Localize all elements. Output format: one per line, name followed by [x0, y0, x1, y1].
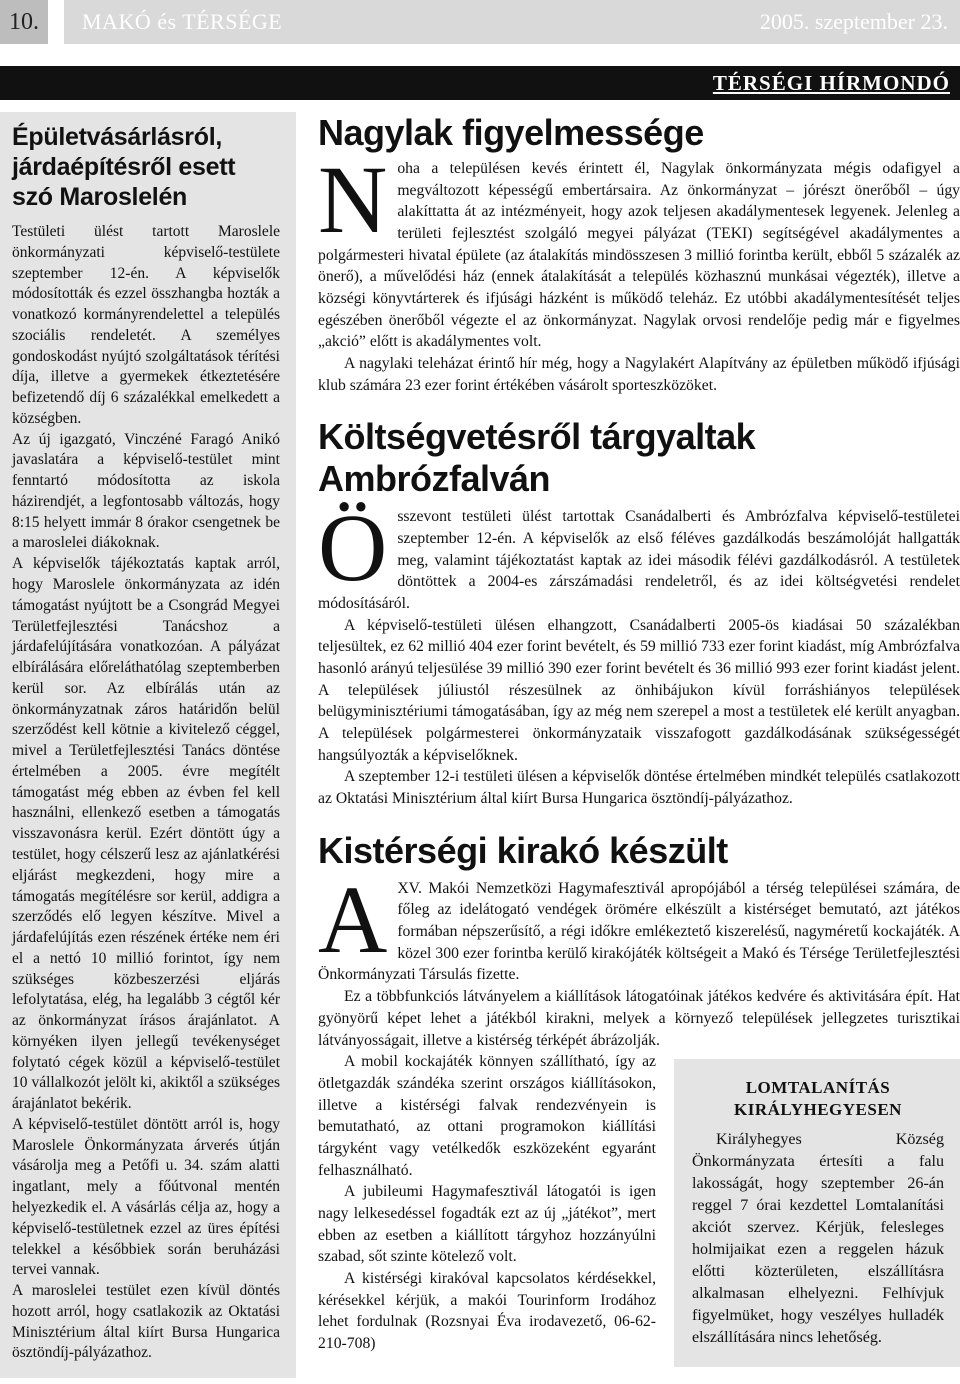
page-number: 10.: [0, 0, 48, 44]
article-paragraph: Ez a többfunkciós látványelem a kiállítások látogatóinak játékos kedvére és aktivitására épít. Hat gyönyörű képet lehet a játékból kirakni, melyek a környező települések jellegzetes turisztikai látványosságait, illetve a kistérség térképét ábrázolják.: [318, 988, 960, 1049]
article-nagylak: [318, 112, 960, 396]
drop-cap: A: [318, 865, 388, 973]
left-article-paragraph: A képviselő-testület döntött arról is, hogy Maroslele Önkormányzata árverés útján vásárolja meg a Petőfi u. 34. szám alatti ingatlant, mely a főútvonal mentén helyezkedik el. A vásárlás célja az, hogy a képviselő-testületnek ezzel az üres építési telekkel a későbbiek során beruházási tervei vannak.: [12, 1115, 280, 1279]
notice-title-line: LOMTALANÍTÁS: [745, 1078, 891, 1098]
notice-title: [692, 1077, 944, 1121]
article-paragraph: A szeptember 12-i testületi ülésen a képviselők döntése értelmében mindkét település csatlakozott az Oktatási Minisztérium által kiírt Bursa Hungarica ösztöndíj-pályázathoz.: [318, 768, 960, 808]
publication-name: MAKÓ és TÉRSÉGE: [82, 9, 283, 34]
article-paragraph: A mobil kockajáték könnyen szállítható, így az ötletgazdák szándéka szerint országos kiállításokon, illetve a kistérségi falvak rendezvényein is bemutatható, az ottani programokon kiállítási tárgyként vagy vetélkedők eszközeként egyaránt felhasználható.: [318, 1053, 656, 1179]
article-kirako-title: Kistérségi kirakó készült: [318, 829, 728, 871]
notice-text: Királyhegyes Község Önkormányzata értesíti a falu lakosságát, hogy szeptember 26-án reggel 7 órai kezdettel Lomtalanítási akciót szervez. Kérjük, felesleges holmijaikat ezen a reggelen házuk előtti közterületen, elszállításra alkalmasan elhelyezni. Felhívjuk figyelmüket, hogy veszélyes hulladék elszállítására nincs lehetőség.: [692, 1131, 944, 1347]
article-kirako: [318, 830, 960, 1355]
article-ambrozfalva-title: Költségvetésről tárgyaltak Ambrózfalván: [318, 416, 756, 500]
article-paragraph: A nagylaki teleházat érintő hír még, hogy a Nagylakért Alapítvány az épületben működő ifjúsági klub számára 23 ezer forint értékében vásárolt sporteszközöket.: [318, 355, 960, 394]
left-article-paragraph: Testületi ülést tartott Maroslele önkormányzati képviselő-testülete szeptember 12-én. A képviselők módosították és ezzel összhangba hozták a vonatkozó kormányrendelettel a település szociális rendeletét. A személyes gondoskodást nyújtó szolgáltatások térítési díja, illetve a gyermekek étkeztetésére befizetendő díj 6 százalékkal emelkedett a községben.: [12, 223, 280, 427]
left-article-title: Épületvásárlásról, járdaépítésről esett szó Maroslelén: [12, 123, 236, 211]
right-column: [318, 112, 960, 1373]
article-paragraph: A jubileumi Hagymafesztivál látogatói is igen nagy lelkesedéssel fogadták ezt az új „játékot”, mert ebben az esetben a kiállított tárgyhoz hozzányúlni szabad, sőt szinte kötelező volt.: [318, 1183, 656, 1266]
left-article: [0, 112, 296, 1378]
left-article-paragraph: Az új igazgató, Vinczéné Faragó Anikó javaslatára a képviselő-testület mint fenntartó módosította az iskola házirendjét, a legfontosabb változás, hogy 8:15 helyett immár 8 órakor csengetnek be a maroslelei diákoknak.: [12, 430, 280, 552]
section-bar: [0, 66, 960, 100]
article-paragraph: A kistérségi kirakóval kapcsolatos kérdésekkel, kérésekkel kérjük, a makói Tourinform Irodához lehet fordulnak (Rozsnyai Éva irodavezető, 06-62-210-708): [318, 1269, 656, 1352]
article-paragraph: sszevont testületi ülést tartottak Csanádalberti és Ambrózfalva képviselő-testületei szeptember 12-én. A képviselők az első féléves gazdálkodás beszámolóját hallgatták meg, valamint tájékoztatást kaptak az idei második félévi gazdálkodásról. A testületek döntöttek a 2004-es zárszámadási rendeletről, és az idei költségvetési rendelet módosításáról.: [318, 508, 960, 613]
article-nagylak-title: Nagylak figyelmessége: [318, 112, 704, 153]
drop-cap: Ö: [318, 494, 388, 602]
left-article-paragraph: A képviselők tájékoztatás kaptak arról, hogy Maroslele önkormányzata az idén támogatást nyújtott be a Csongrád Megyei Területfejlesztési Tanácshoz a járdafelújítására vonatkozóan. A pályázat elbírálására előreláthatólag szeptemberben kerül sor. Az elbírálás után az önkormányzatnak záros határidőn belül szerződést kell kötnie a kivitelező céggel, mivel a Területfejlesztési Tanács döntése értelmében a 2005. évre megítélt támogatást még ebben az évben fel kell használni, ellenkező esetben a támogatás visszavonásra kerül. Ezért döntött úgy a testület, hogy célszerű lesz az ajánlatkérési eljárást megkezdeni, hogy mire a támogatás megítélésre sor kerül, addigra a szerződés elő legyen készítve. Mivel a járdafelújítás ezen részének értéke nem éri el a nettó 10 millió forintot, így nem szükséges közbeszerzési eljárás lefolytatása, elég, ha legalább 3 cégtől kér az önkormányzat írásos árajánlatot. A környéken ilyen jellegű tevékenységet folytató cégek közül a képviselő-testület 10 vállalkozót jelölt ki, akiktől a szükséges árajánlatot bekérik.: [12, 555, 280, 1113]
drop-cap: N: [318, 146, 388, 253]
article-paragraph: A képviselő-testületi ülésen elhangzott, Csanádalberti 2005-ös kiadásai 50 százalékban teljesültek, ez 62 millió 404 ezer forint bevételt, és 59 millió 733 ezer forint kiadást, míg Ambrózfalva hasonló arányú teljesülése 39 millió 390 ezer forint bevételt és 36 millió 993 ezer forint kiadást jelent. A települések júliustól részesülnek az önhibájukon kívül forráshiányos települések belügyminisztériumi támogatásában, így az még nem szerepel a most a testületek elé került anyagban. A települések polgármesterei önkormányzataik visszafogott gazdálkodásának szükségességét hangsúlyozták a képviselőknek.: [318, 616, 960, 764]
left-article-paragraph: A maroslelei testület ezen kívül döntés hozott arról, hogy csatlakozik az Oktatási Minisztérium által kiírt Bursa Hungarica ösztöndíj-pályázathoz.: [12, 1282, 280, 1362]
section-title: TÉRSÉGI HÍRMONDÓ: [712, 71, 950, 95]
publication-bar: [64, 0, 960, 44]
article-paragraph: XV. Makói Nemzetközi Hagymafesztivál apropójából a térség települései számára, de főleg az idelátogató vendégek örömére elkészült a kistérséget bemutató, azt játékos formában népszerűsítő, a régi időkre emlékeztető kiszerelésű, nagyméretű kockajáték. A közel 300 ezer forintba kerülő kirakójáték költségeit a Makó és Térsége Területfejlesztési Önkormányzati Társulás fizette.: [318, 879, 960, 984]
notice-box: [674, 1059, 960, 1367]
issue-date: 2005. szeptember 23.: [759, 9, 948, 34]
page-header: [0, 0, 960, 48]
article-ambrozfalva: [318, 416, 960, 809]
notice-title-line: KIRÁLYHEGYESEN: [734, 1100, 902, 1120]
article-paragraph: oha a településen kevés érintett él, Nagylak önkormányzata mégis odafigyel a megváltozott képességű embertársaira. Az önkormányzat – jórészt önerőből – úgy alakíttatta át az intézményeit, hogy azok teljesen akadálymentesek legyenek. Jelenleg a területi fejlesztést szolgáló megyei pályázat (TEKI) segítségével akadálymentes a polgármesteri hivatal épülete (az átalakítás mindösszesen 3 millió forintba került, ebből 5 százalék az önerő), a művelődési ház (ennek átalakítását a település közhasznú munkásai végezték), illetve a községi könyvtárterek és ifjúsági házként is működő teleház. Ez utóbbi akadálymentesítését teljes egészében önerőből végezte el az önkormányzat. Nagylak orvosi rendelője pedig már e figyelmes „akció” előtt is akadálymentes volt.: [318, 160, 960, 351]
